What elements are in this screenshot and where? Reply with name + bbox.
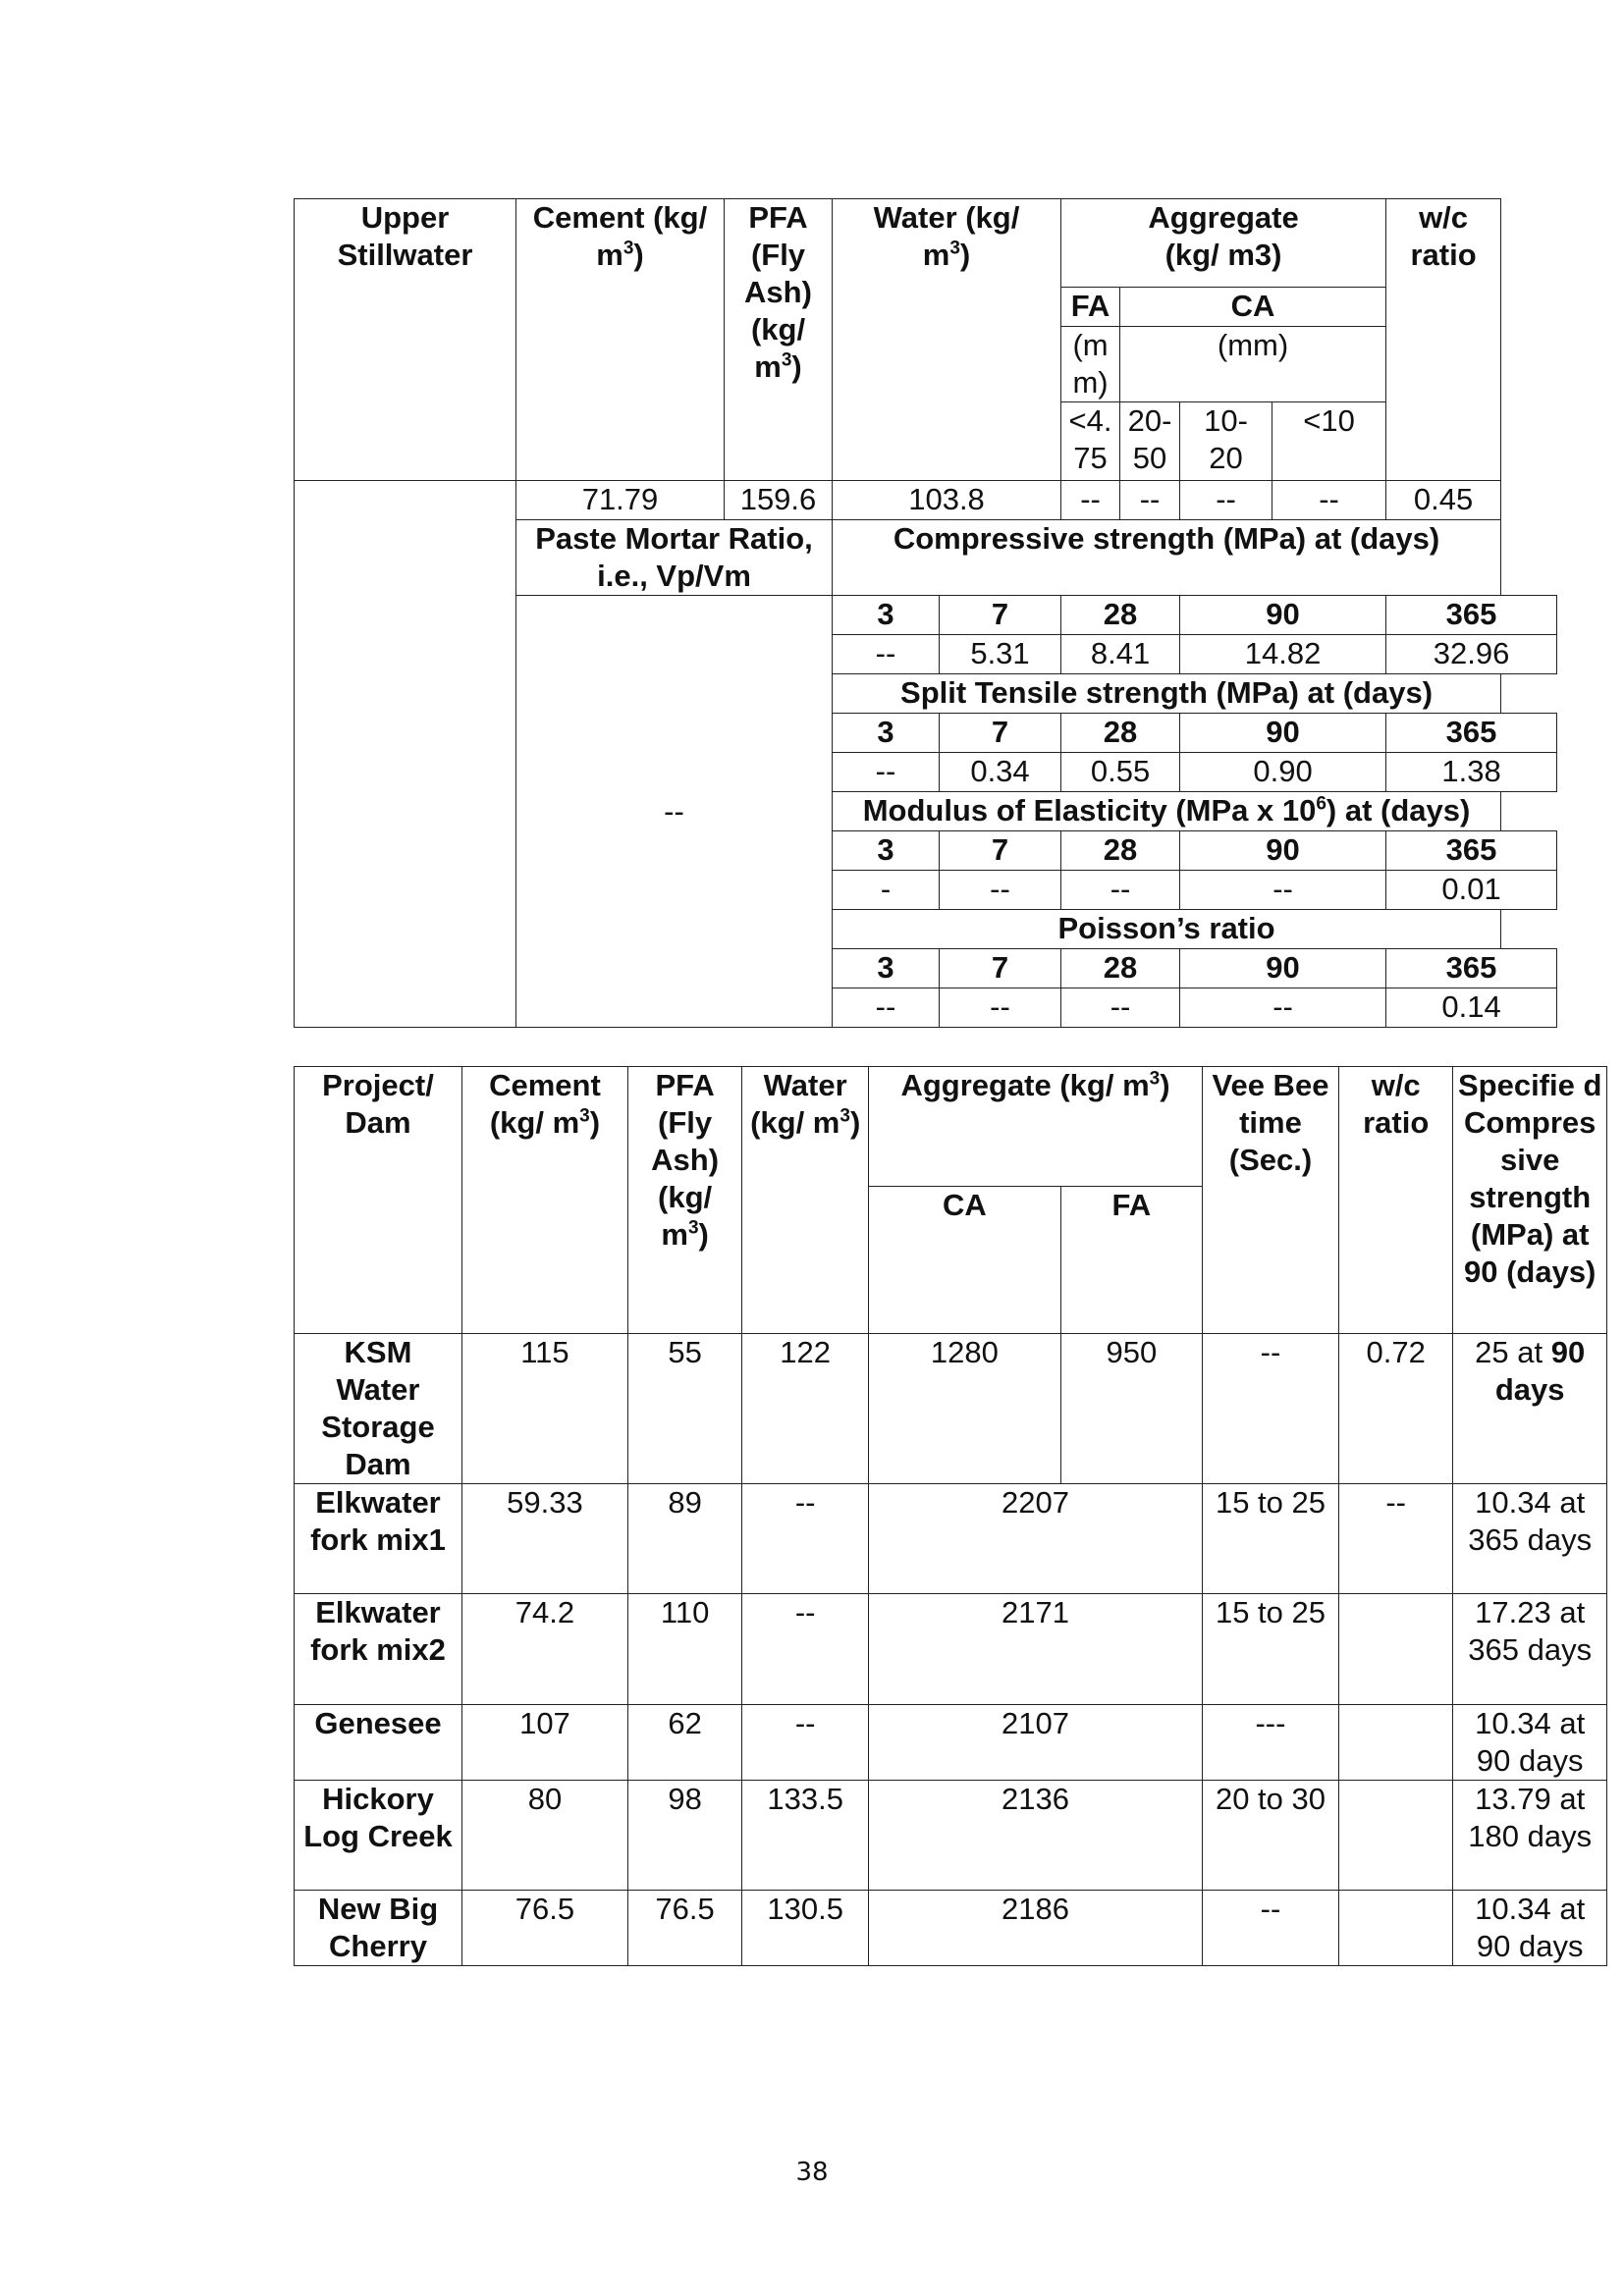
pfa-value: 89	[627, 1484, 741, 1594]
wc-ratio-value	[1339, 1594, 1453, 1705]
split-tensile-day: 3	[833, 714, 940, 753]
compressive-day: 7	[940, 596, 1061, 635]
project-cell-blank	[295, 481, 516, 520]
modulus-title: Modulus of Elasticity (MPa x $10^6$) at (days)	[833, 792, 1501, 831]
compressive-value: 14.82	[1180, 635, 1386, 674]
project-header: Project/ Dam	[295, 1067, 462, 1334]
project-name: Elkwater fork mix1	[295, 1484, 462, 1594]
strength-value: 10.34 at 365 days	[1453, 1484, 1607, 1594]
poisson-value: --	[833, 988, 940, 1028]
table-row	[295, 1334, 1607, 1484]
table-row	[295, 1891, 1607, 1966]
vee-bee-value: --	[1202, 1334, 1338, 1484]
ca-header: CA	[869, 1187, 1061, 1334]
ca-size-1: 20- 50	[1120, 402, 1180, 481]
compressive-value: 8.41	[1061, 635, 1180, 674]
water-value: 122	[742, 1334, 869, 1484]
modulus-value: -	[833, 871, 940, 910]
strength-value: 13.79 at 180 days	[1453, 1781, 1607, 1891]
vee-bee-value: --	[1202, 1891, 1338, 1966]
compressive-day: 28	[1061, 596, 1180, 635]
modulus-day: 28	[1061, 831, 1180, 871]
fa-unit: (mm)	[1061, 327, 1120, 402]
compressive-value: 32.96	[1386, 635, 1557, 674]
poisson-value: --	[1180, 988, 1386, 1028]
cement-value: 107	[461, 1705, 627, 1781]
water-value: --	[742, 1484, 869, 1594]
modulus-day: 365	[1386, 831, 1557, 871]
fa-header: FA	[1061, 288, 1120, 327]
poisson-title: Poisson’s ratio	[833, 910, 1501, 949]
split-tensile-value: 0.90	[1180, 753, 1386, 792]
poisson-day: 7	[940, 949, 1061, 988]
upper-stillwater-table	[294, 198, 1557, 1028]
strength-value: 25 at 90 days	[1453, 1334, 1607, 1484]
poisson-day: 28	[1061, 949, 1180, 988]
modulus-day: 7	[940, 831, 1061, 871]
wc-ratio-value	[1339, 1781, 1453, 1891]
wc-ratio-value: --	[1339, 1484, 1453, 1594]
modulus-value: --	[1180, 871, 1386, 910]
vee-bee-value: 15 to 25	[1202, 1484, 1338, 1594]
water-header: Water (kg/ $m^3$)	[742, 1067, 869, 1334]
ca-value-1: --	[1120, 481, 1180, 520]
project-name: KSM Water Storage Dam	[295, 1334, 462, 1484]
pfa-value: 55	[627, 1334, 741, 1484]
paste-mortar-value: --	[516, 596, 833, 1028]
poisson-value: --	[1061, 988, 1180, 1028]
cement-value: 74.2	[461, 1594, 627, 1705]
ca-value-3: --	[1272, 481, 1386, 520]
cement-value: 59.33	[461, 1484, 627, 1594]
vee-bee-header: Vee Bee time (Sec.)	[1202, 1067, 1338, 1334]
ca-size-2: 10- 20	[1180, 402, 1272, 481]
table-row	[295, 1484, 1607, 1594]
split-tensile-day: 365	[1386, 714, 1557, 753]
project-name-cell: Upper Stillwater	[295, 199, 516, 481]
cement-value: 80	[461, 1781, 627, 1891]
rcc-projects-table	[294, 1066, 1607, 1966]
table-row	[295, 1594, 1607, 1705]
cement-value: 76.5	[461, 1891, 627, 1966]
wc-ratio-value: 0.72	[1339, 1334, 1453, 1484]
table-row	[295, 1705, 1607, 1781]
water-value: 130.5	[742, 1891, 869, 1966]
pfa-value: 76.5	[627, 1891, 741, 1966]
ca-header: CA	[1120, 288, 1386, 327]
fa-header: FA	[1060, 1187, 1202, 1334]
poisson-day: 90	[1180, 949, 1386, 988]
wc-ratio-value: 0.45	[1386, 481, 1501, 520]
page-number: 38	[795, 2158, 829, 2187]
split-tensile-day: 90	[1180, 714, 1386, 753]
poisson-value: 0.14	[1386, 988, 1557, 1028]
water-value: --	[742, 1594, 869, 1705]
wc-ratio-header: w/c ratio	[1386, 199, 1501, 481]
ca-value-2: --	[1180, 481, 1272, 520]
project-name: New Big Cherry	[295, 1891, 462, 1966]
modulus-value: --	[940, 871, 1061, 910]
poisson-day: 3	[833, 949, 940, 988]
split-tensile-day: 28	[1061, 714, 1180, 753]
compressive-title: Compressive strength (MPa) at (days)	[833, 520, 1501, 596]
modulus-day: 90	[1180, 831, 1386, 871]
aggregate-value: 2207	[869, 1484, 1203, 1594]
strength-value: 10.34 at 90 days	[1453, 1891, 1607, 1966]
pfa-header: PFA (Fly Ash) (kg/ $m^3$)	[725, 199, 833, 481]
aggregate-header: Aggregate (kg/ m3)	[1061, 199, 1386, 288]
wc-ratio-header: w/c ratio	[1339, 1067, 1453, 1334]
aggregate-header: Aggregate (kg/ $m^3$)	[869, 1067, 1203, 1187]
pfa-value: 159.6	[725, 481, 833, 520]
split-tensile-title: Split Tensile strength (MPa) at (days)	[833, 674, 1501, 714]
fa-value: 950	[1060, 1334, 1202, 1484]
split-tensile-day: 7	[940, 714, 1061, 753]
pfa-header: PFA (Fly Ash) (kg/ $m^3$)	[627, 1067, 741, 1334]
project-name: Elkwater fork mix2	[295, 1594, 462, 1705]
pfa-value: 62	[627, 1705, 741, 1781]
vee-bee-value: 20 to 30	[1202, 1781, 1338, 1891]
split-tensile-value: 1.38	[1386, 753, 1557, 792]
poisson-day: 365	[1386, 949, 1557, 988]
poisson-value: --	[940, 988, 1061, 1028]
water-header: Water (kg/ $m^3$)	[833, 199, 1061, 481]
compressive-day: 90	[1180, 596, 1386, 635]
project-cell-continued	[295, 520, 516, 1028]
paste-mortar-label: Paste Mortar Ratio, i.e., Vp/Vm	[516, 520, 833, 596]
split-tensile-value: --	[833, 753, 940, 792]
pfa-value: 110	[627, 1594, 741, 1705]
water-value: --	[742, 1705, 869, 1781]
ca-unit: (mm)	[1120, 327, 1386, 402]
compressive-value: 5.31	[940, 635, 1061, 674]
cement-header: Cement (kg/ $m^3$)	[461, 1067, 627, 1334]
water-value: 103.8	[833, 481, 1061, 520]
cement-header: Cement (kg/ $m^3$)	[516, 199, 725, 481]
wc-ratio-value	[1339, 1891, 1453, 1966]
strength-value: 17.23 at 365 days	[1453, 1594, 1607, 1705]
specified-strength-header: Specifie d Compres sive strength (MPa) at 90 (days)	[1453, 1067, 1607, 1334]
water-value: 133.5	[742, 1781, 869, 1891]
aggregate-value: 2171	[869, 1594, 1203, 1705]
ca-value: 1280	[869, 1334, 1061, 1484]
project-name: Genesee	[295, 1705, 462, 1781]
aggregate-value: 2136	[869, 1781, 1203, 1891]
aggregate-value: 2186	[869, 1891, 1203, 1966]
vee-bee-value: 15 to 25	[1202, 1594, 1338, 1705]
split-tensile-value: 0.55	[1061, 753, 1180, 792]
split-tensile-value: 0.34	[940, 753, 1061, 792]
pfa-value: 98	[627, 1781, 741, 1891]
cement-value: 71.79	[516, 481, 725, 520]
modulus-value: --	[1061, 871, 1180, 910]
aggregate-value: 2107	[869, 1705, 1203, 1781]
wc-ratio-value	[1339, 1705, 1453, 1781]
compressive-day: 3	[833, 596, 940, 635]
cement-value: 115	[461, 1334, 627, 1484]
compressive-value: --	[833, 635, 940, 674]
modulus-value: 0.01	[1386, 871, 1557, 910]
fa-size: <4.75	[1061, 402, 1120, 481]
compressive-day: 365	[1386, 596, 1557, 635]
modulus-day: 3	[833, 831, 940, 871]
fa-value: --	[1061, 481, 1120, 520]
vee-bee-value: ---	[1202, 1705, 1338, 1781]
strength-value: 10.34 at 90 days	[1453, 1705, 1607, 1781]
project-name: Hickory Log Creek	[295, 1781, 462, 1891]
ca-size-3: <10	[1272, 402, 1386, 481]
table-row	[295, 1781, 1607, 1891]
